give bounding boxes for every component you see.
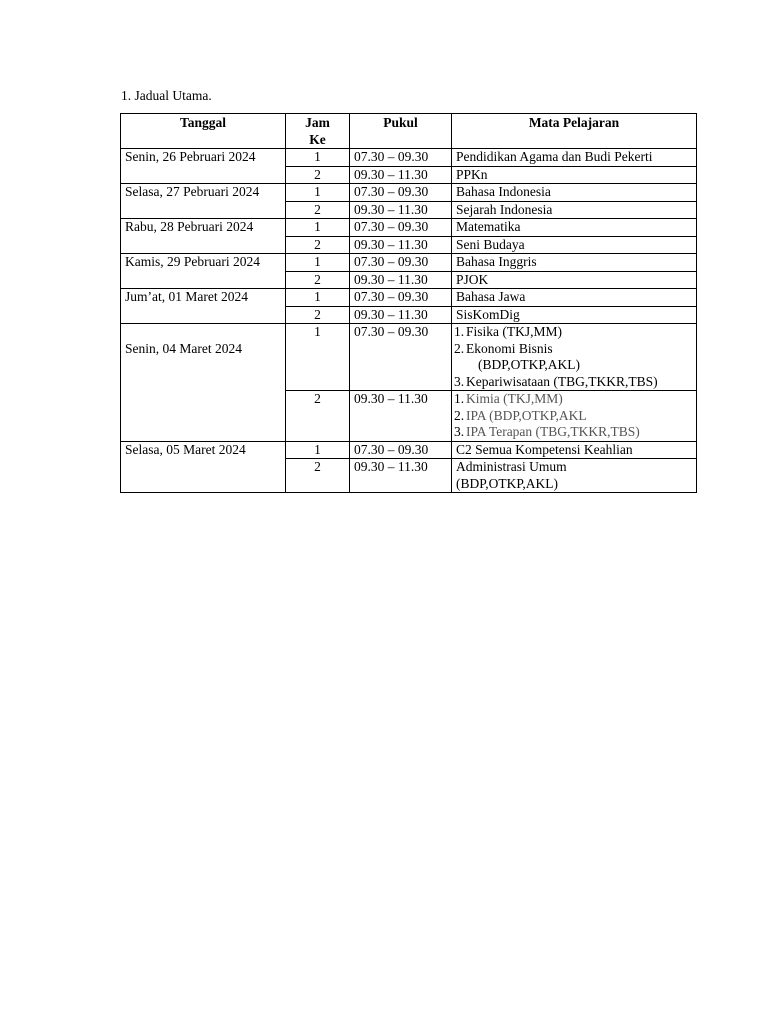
list-item bbox=[454, 424, 692, 441]
cell-pukul: 09.30 – 11.30 bbox=[350, 459, 452, 493]
cell-mapel-line1: Administrasi Umum bbox=[456, 459, 567, 474]
cell-tanggal: Selasa, 27 Pebruari 2024 bbox=[121, 184, 286, 219]
cell-tanggal-text: Senin, 04 Maret 2024 bbox=[125, 341, 242, 356]
cell-pukul: 09.30 – 11.30 bbox=[350, 391, 452, 442]
cell-mapel: Bahasa Jawa bbox=[452, 289, 697, 307]
table-row bbox=[121, 324, 697, 391]
cell-mapel: PPKn bbox=[452, 166, 697, 184]
header-tanggal: Tanggal bbox=[121, 114, 286, 149]
cell-jam: 1 bbox=[286, 324, 350, 391]
cell-jam: 2 bbox=[286, 271, 350, 289]
cell-pukul: 07.30 – 09.30 bbox=[350, 289, 452, 307]
cell-pukul: 07.30 – 09.30 bbox=[350, 441, 452, 459]
cell-mapel: Seni Budaya bbox=[452, 236, 697, 254]
list-item bbox=[454, 391, 692, 408]
table-row bbox=[121, 149, 697, 167]
table-row bbox=[121, 441, 697, 459]
list-item-number: 1. bbox=[454, 324, 465, 339]
list-item bbox=[454, 324, 692, 341]
list-item-text: Kimia (TKJ,MM) bbox=[466, 391, 563, 406]
cell-mapel: Pendidikan Agama dan Budi Pekerti bbox=[452, 149, 697, 167]
cell-tanggal: Rabu, 28 Pebruari 2024 bbox=[121, 219, 286, 254]
cell-mapel: SisKomDig bbox=[452, 306, 697, 324]
cell-pukul: 09.30 – 11.30 bbox=[350, 306, 452, 324]
cell-tanggal: Senin, 26 Pebruari 2024 bbox=[121, 149, 286, 184]
list-item-number: 3. bbox=[454, 373, 465, 389]
list-item-number: 2. bbox=[454, 407, 465, 423]
cell-pukul: 07.30 – 09.30 bbox=[350, 219, 452, 237]
cell-mapel: C2 Semua Kompetensi Keahlian bbox=[452, 441, 697, 459]
schedule-table bbox=[120, 113, 697, 493]
cell-tanggal: Jum’at, 01 Maret 2024 bbox=[121, 289, 286, 324]
list-item-text: Ekonomi Bisnis bbox=[466, 340, 553, 356]
table-row bbox=[121, 219, 697, 237]
cell-jam: 2 bbox=[286, 459, 350, 493]
cell-mapel bbox=[452, 324, 697, 391]
list-item-text: IPA (BDP,OTKP,AKL bbox=[466, 407, 587, 423]
cell-jam: 2 bbox=[286, 166, 350, 184]
cell-mapel bbox=[452, 459, 697, 493]
subject-list bbox=[454, 324, 692, 390]
cell-pukul: 09.30 – 11.30 bbox=[350, 166, 452, 184]
cell-pukul: 09.30 – 11.30 bbox=[350, 271, 452, 289]
header-jam-ke bbox=[286, 114, 350, 149]
cell-tanggal bbox=[121, 324, 286, 442]
cell-pukul: 09.30 – 11.30 bbox=[350, 236, 452, 254]
cell-jam: 2 bbox=[286, 236, 350, 254]
cell-tanggal: Selasa, 05 Maret 2024 bbox=[121, 441, 286, 493]
cell-mapel: PJOK bbox=[452, 271, 697, 289]
cell-mapel: Matematika bbox=[452, 219, 697, 237]
table-row bbox=[121, 184, 697, 202]
list-item-text-continued: (BDP,OTKP,AKL) bbox=[478, 357, 581, 372]
cell-mapel: Bahasa Inggris bbox=[452, 254, 697, 272]
list-item bbox=[454, 341, 692, 374]
cell-pukul: 07.30 – 09.30 bbox=[350, 254, 452, 272]
cell-pukul: 07.30 – 09.30 bbox=[350, 324, 452, 391]
list-item-text: Fisika (TKJ,MM) bbox=[466, 324, 563, 339]
list-item-number: 1. bbox=[454, 391, 465, 406]
cell-jam: 2 bbox=[286, 306, 350, 324]
cell-jam: 2 bbox=[286, 201, 350, 219]
cell-jam: 1 bbox=[286, 289, 350, 307]
cell-mapel: Bahasa Indonesia bbox=[452, 184, 697, 202]
list-item bbox=[454, 408, 692, 425]
cell-mapel bbox=[452, 391, 697, 442]
cell-jam: 1 bbox=[286, 254, 350, 272]
header-mata-pelajaran: Mata Pelajaran bbox=[452, 114, 697, 149]
cell-mapel-line2: (BDP,OTKP,AKL) bbox=[456, 475, 559, 491]
header-jam-ke-text: Jam Ke bbox=[305, 115, 330, 147]
section-heading: 1. Jadual Utama. bbox=[121, 88, 212, 103]
table-row bbox=[121, 254, 697, 272]
cell-pukul: 09.30 – 11.30 bbox=[350, 201, 452, 219]
list-item-text: IPA Terapan (TBG,TKKR,TBS) bbox=[466, 424, 640, 439]
cell-jam: 1 bbox=[286, 441, 350, 459]
cell-pukul: 07.30 – 09.30 bbox=[350, 149, 452, 167]
table-header-row bbox=[121, 114, 697, 149]
cell-mapel: Sejarah Indonesia bbox=[452, 201, 697, 219]
cell-jam: 1 bbox=[286, 219, 350, 237]
table-row bbox=[121, 289, 697, 307]
list-item-text: Kepariwisataan (TBG,TKKR,TBS) bbox=[466, 373, 658, 389]
subject-list bbox=[454, 391, 692, 441]
cell-jam: 2 bbox=[286, 391, 350, 442]
cell-jam: 1 bbox=[286, 184, 350, 202]
cell-tanggal: Kamis, 29 Pebruari 2024 bbox=[121, 254, 286, 289]
cell-jam: 1 bbox=[286, 149, 350, 167]
header-pukul: Pukul bbox=[350, 114, 452, 149]
cell-pukul: 07.30 – 09.30 bbox=[350, 184, 452, 202]
list-item-number: 3. bbox=[454, 424, 465, 439]
list-item-number: 2. bbox=[454, 340, 465, 356]
list-item bbox=[454, 374, 692, 391]
